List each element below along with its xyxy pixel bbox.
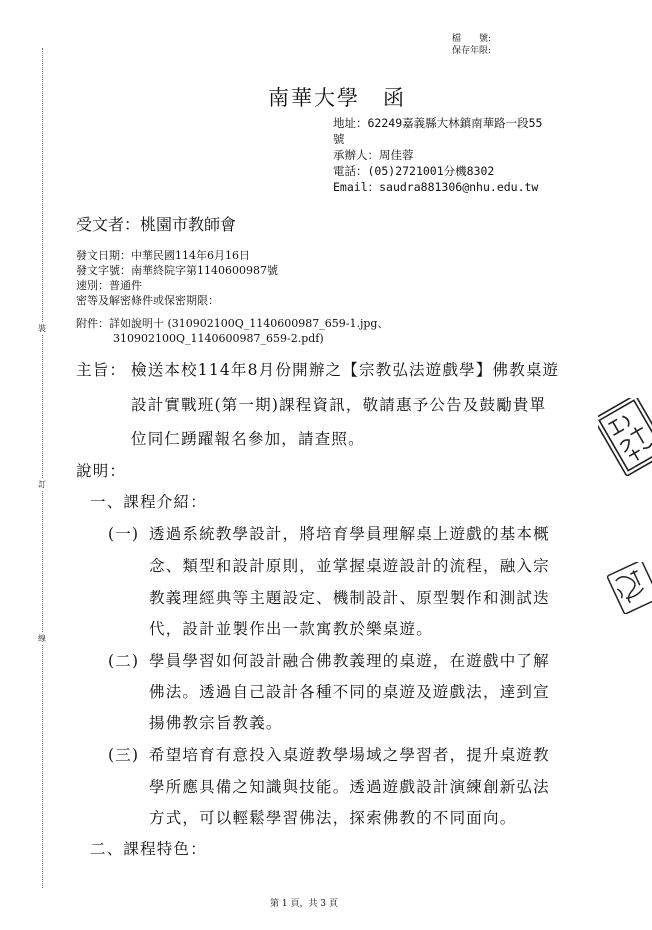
item-3-line-2: 學所應具備之知識與技能。透過遊戲設計演練創新弘法: [149, 778, 550, 796]
margin-mark-staple: 訂: [38, 480, 46, 489]
explanation-label: 說明：: [76, 462, 127, 480]
email: Email：saudra881306@nhu.edu.tw: [333, 180, 539, 194]
speed-class: 速別：普通件: [76, 279, 142, 292]
item-3-marker: (三): [108, 746, 140, 764]
handler: 承辦人：周佳蓉: [333, 148, 414, 162]
small-seal-stamp-icon: [606, 562, 652, 614]
subject-line-3: 位同仁踴躍報名參加，請查照。: [131, 430, 365, 448]
item-2-marker: (二): [108, 652, 140, 670]
item-3-line-1: 希望培育有意投入桌遊教學場域之學習者，提升桌遊教: [149, 746, 550, 764]
item-1-line-3: 教義理經典等主題設定、機制設計、原型製作和測試迭: [149, 589, 550, 607]
section-one-heading: 一、課程介紹：: [90, 493, 207, 511]
item-2-line-1: 學員學習如何設計融合佛教義理的桌遊，在遊戲中了解: [149, 652, 550, 670]
address-line-continued: 號: [333, 132, 345, 146]
page-title: 南華大學 函: [268, 86, 406, 110]
section-two-heading: 二、課程特色：: [90, 840, 207, 858]
issue-date: 發文日期：中華民國114年6月16日: [76, 249, 250, 262]
page-footer: 第 1 頁，共 3 頁: [270, 899, 338, 909]
seal-stamp-icon: [598, 398, 652, 480]
item-2-line-2: 佛法。透過自己設計各種不同的桌遊及遊戲法，達到宣: [149, 683, 550, 701]
subject-line-1: 檢送本校114年8月份開辦之【宗教弘法遊戲學】佛教桌遊: [131, 361, 560, 379]
binding-dotted-line: [42, 48, 43, 888]
subject-line-2: 設計實戰班(第一期)課程資訊，敬請惠予公告及鼓勵貴單: [131, 396, 547, 414]
item-1-line-4: 代，設計並製作出一款寓教於樂桌遊。: [149, 620, 433, 638]
document-number: 發文字號：南華終院字第1140600987號: [76, 264, 278, 277]
secrecy-level: 密等及解密條件或保密期限：: [76, 294, 219, 307]
margin-mark-line: 線: [38, 634, 46, 643]
subject-label: 主旨：: [76, 361, 127, 379]
item-2-line-3: 揚佛教宗旨教義。: [149, 714, 283, 732]
archive-file-number: 檔 號:: [452, 34, 492, 44]
margin-mark-bind: 裝: [38, 324, 46, 333]
item-1-line-1: 透過系統教學設計，將培育學員理解桌上遊戲的基本概: [149, 525, 550, 543]
address-line: 地址：62249嘉義縣大林鎮南華路一段55: [333, 116, 543, 130]
attachment-line-1: 附件：詳如說明十 (310902100Q_1140600987_659-1.jpg、: [76, 317, 389, 330]
item-1-marker: (一): [108, 525, 140, 543]
item-3-line-3: 方式，可以輕鬆學習佛法，探索佛教的不同面向。: [149, 809, 517, 827]
phone: 電話：(05)2721001分機8302: [333, 164, 495, 178]
archive-retention: 保存年限:: [452, 46, 492, 56]
attachment-line-2: 310902100Q_1140600987_659-2.pdf): [113, 332, 324, 345]
item-1-line-2: 念、類型和設計原則，並掌握桌遊設計的流程，融入宗: [149, 557, 550, 575]
recipient: 受文者：桃園市教師會: [76, 215, 237, 234]
